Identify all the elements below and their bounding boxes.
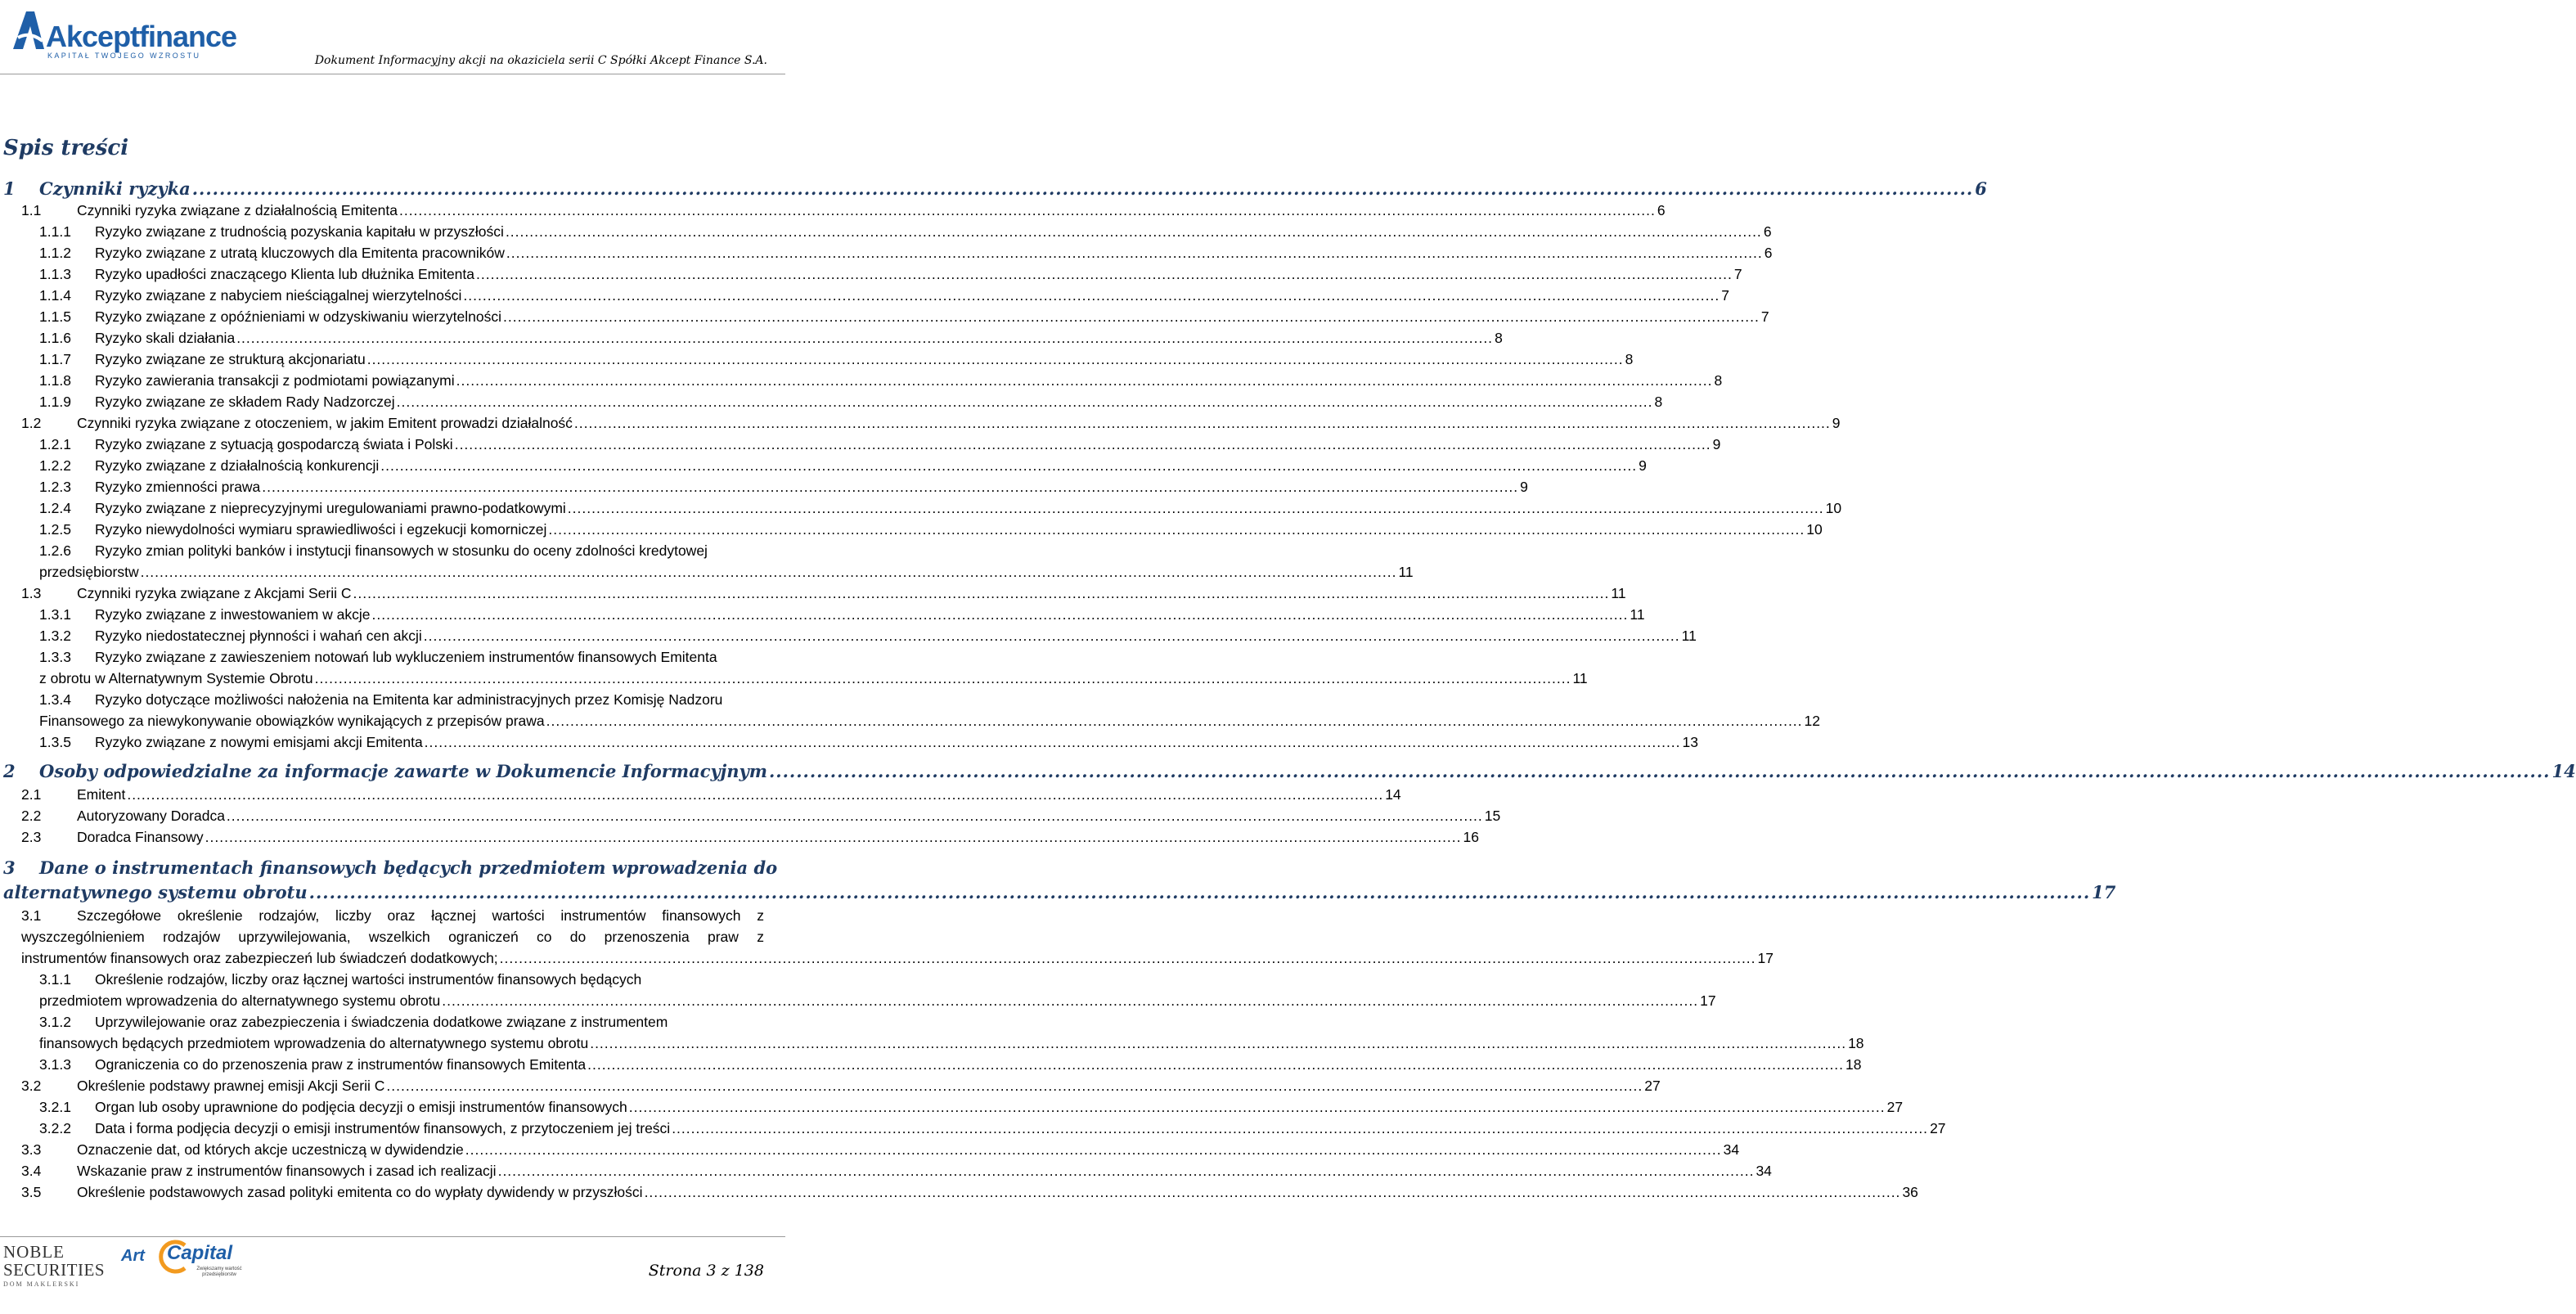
toc-entry-title: Osoby odpowiedzialne za informacje zawarte w Dokumencie Informacyjnym (39, 761, 767, 781)
akcept-finance-logo (10, 5, 239, 62)
toc-leader-dots (456, 370, 1713, 391)
art-capital-logo (121, 1239, 244, 1304)
logo-tagline: KAPITAŁ TWOJEGO WZROSTU (47, 52, 201, 60)
toc-row[interactable] (39, 604, 1645, 625)
toc-entry-title: Finansowego za niewykonywanie obowiązków wynikających z przepisów prawa (39, 713, 545, 729)
toc-entry-title: Ryzyko niewydolności wymiaru sprawiedliwości i egzekucji komorniczej (95, 521, 547, 538)
toc-page-number: 8 (1714, 372, 1723, 389)
toc-page-number: 9 (1832, 415, 1841, 431)
toc-page-number: 9 (1639, 457, 1647, 474)
toc-entry-number: 1.3.1 (39, 606, 71, 623)
toc-entry-title: Czynniki ryzyka związane z otoczeniem, w jakim Emitent prowadzi działalność (77, 415, 573, 431)
toc-leader-dots (227, 805, 1483, 826)
toc-leader-dots (455, 434, 1711, 455)
toc-row[interactable] (21, 947, 1774, 969)
toc-entry-title: z obrotu w Alternatywnym Systemie Obrotu (39, 670, 313, 686)
toc-entry-number: 3.5 (21, 1184, 42, 1200)
toc-entry-title: Ryzyko związane z działalnością konkurencji (95, 457, 380, 474)
toc-entry-number: 1.1.1 (39, 223, 71, 240)
toc-page-number: 9 (1520, 479, 1528, 495)
toc-entry-title: Czynniki ryzyka (39, 178, 191, 199)
toc-page-number: 8 (1495, 330, 1503, 346)
toc-leader-dots (645, 1181, 1901, 1203)
toc-page-number: 7 (1721, 287, 1729, 304)
toc-row[interactable] (39, 625, 1697, 646)
toc-row[interactable] (39, 391, 1663, 412)
toc-entry-title: Ryzyko związane z utratą kluczowych dla Emitenta pracowników (95, 245, 505, 261)
toc-row[interactable] (39, 455, 1647, 476)
toc-entry-number: 1.1.3 (39, 266, 71, 282)
toc-entry-number: 3.4 (21, 1163, 42, 1179)
toc-row[interactable] (21, 583, 1626, 604)
toc-row[interactable] (39, 710, 1821, 731)
toc-entry-number: 1.2.1 (39, 436, 71, 452)
toc-leader-dots (506, 221, 1762, 242)
toc-entry-number: 1.1.2 (39, 245, 71, 261)
toc-entry-number: 3 (3, 857, 16, 878)
toc-row[interactable] (21, 826, 1479, 848)
toc-row[interactable] (39, 668, 1588, 689)
toc-leader-dots (262, 476, 1518, 497)
toc-page-number: 7 (1760, 308, 1769, 325)
toc-entry-title: Emitent (77, 786, 126, 803)
toc-page-number: 17 (2092, 882, 2116, 902)
toc-row[interactable] (39, 370, 1723, 391)
toc-entry-title: Czynniki ryzyka związane z działalnością Emitenta (77, 202, 398, 218)
toc-page-number: 11 (1630, 606, 1645, 623)
noble-line1: NOBLE (3, 1242, 65, 1262)
toc-entry-title[interactable]: Uprzywilejowanie oraz zabezpieczenia i świadczenia dodatkowe związane z instrumentem (95, 1014, 668, 1030)
toc-entry-title: Organ lub osoby uprawnione do podjęcia decyzji o emisji instrumentów finansowych (95, 1099, 627, 1115)
toc-page-number: 8 (1625, 351, 1634, 367)
toc-leader-dots (498, 1160, 1755, 1181)
toc-entry-title: Ryzyko niedostatecznej płynności i wahań cen akcji (95, 628, 422, 644)
toc-entry-title: Ryzyko zawierania transakcji z podmiotami powiązanymi (95, 372, 455, 389)
toc-entry-number: 1.3.2 (39, 628, 71, 644)
toc-row[interactable] (21, 1181, 1918, 1203)
toc-page-number: 27 (1930, 1120, 1946, 1136)
toc-entry-title: Ryzyko zmienności prawa (95, 479, 261, 495)
toc-entry-title: Określenie podstawy prawnej emisji Akcji Serii C (77, 1078, 385, 1094)
toc-leader-dots (506, 242, 1763, 263)
toc-row[interactable] (21, 1139, 1740, 1160)
toc-page-number: 17 (1757, 950, 1774, 966)
toc-page-number: 10 (1825, 500, 1842, 516)
toc-row[interactable] (39, 731, 1699, 753)
toc-leader-dots (367, 349, 1624, 370)
toc-entry-title: Autoryzowany Doradca (77, 808, 225, 824)
toc-entry-number: 2.1 (21, 786, 42, 803)
toc-row[interactable] (39, 1054, 1862, 1075)
toc-entry-title[interactable]: Ryzyko dotyczące możliwości nałożenia na Emitenta kar administracyjnych przez Komisję Nadzoru (95, 691, 723, 708)
toc-page-number: 9 (1712, 436, 1721, 452)
toc-row[interactable] (21, 805, 1501, 826)
toc-entry-number: 3.1 (21, 907, 42, 924)
toc-page-number: 14 (1385, 786, 1401, 803)
toc-entry-title: Ryzyko związane z nowymi emisjami akcji Emitenta (95, 734, 423, 750)
toc-entry-number: 1.2.3 (39, 479, 71, 495)
toc-row[interactable] (39, 561, 1414, 583)
toc-leader-dots (386, 1075, 1643, 1096)
toc-row[interactable] (39, 242, 1773, 263)
page-number: Strona 3 z 138 (648, 1262, 764, 1280)
art-text: Art (121, 1247, 145, 1265)
toc-entry-number: 1.1.5 (39, 308, 71, 325)
toc-entry-number: 1.1.4 (39, 287, 71, 304)
toc-page-number: 18 (1848, 1035, 1864, 1051)
toc-page-number: 10 (1806, 521, 1823, 538)
toc-entry-number: 3.1.1 (39, 971, 71, 988)
toc-page-number: 34 (1723, 1141, 1740, 1158)
toc-entry-title: Ryzyko związane z trudnością pozyskania kapitału w przyszłości (95, 223, 504, 240)
toc-entry-number: 1.2 (21, 415, 42, 431)
toc-page-number: 12 (1804, 713, 1821, 729)
toc-entry-title[interactable] (21, 926, 764, 947)
toc-page-number: 6 (1975, 178, 1987, 199)
toc-row[interactable] (21, 784, 1401, 805)
toc-page-number: 15 (1484, 808, 1501, 824)
toc-entry-number: 1.3.4 (39, 691, 71, 708)
toc-entry-title-text: wyszczególnieniem rodzajów uprzywilejowania, wszelkich ograniczeń co do przenoszenia praw z (21, 929, 764, 945)
toc-page-number: 13 (1682, 734, 1699, 750)
toc-leader-dots (372, 604, 1629, 625)
noble-securities-logo (3, 1242, 110, 1307)
toc-row[interactable] (39, 263, 1742, 285)
toc-row[interactable] (39, 990, 1716, 1011)
toc-entry-title[interactable]: Określenie rodzajów, liczby oraz łącznej wartości instrumentów finansowych będących (95, 971, 642, 988)
toc-entry-number: 1.1.8 (39, 372, 71, 389)
toc-entry-number: 3.2.1 (39, 1099, 71, 1115)
toc-title: Spis treści (3, 136, 129, 160)
toc-row[interactable] (21, 200, 1666, 221)
toc-leader-dots (309, 880, 2091, 905)
toc-page-number: 11 (1681, 628, 1697, 644)
toc-entry-title[interactable]: Ryzyko zmian polityki banków i instytucji finansowych w stosunku do oceny zdolności kredytowej (95, 542, 708, 559)
toc-leader-dots (500, 947, 1756, 969)
toc-page-number: 11 (1611, 585, 1626, 601)
toc-entry-title: alternatywnego systemu obrotu (3, 882, 308, 902)
capital-tagline: Zwiększamy wartość przedsiębiorstw (196, 1267, 242, 1277)
toc-leader-dots (503, 306, 1760, 327)
toc-entry-title: Ograniczenia co do przenoszenia praw z instrumentów finansowych Emitenta (95, 1056, 587, 1073)
toc-entry-number: 2.2 (21, 808, 42, 824)
toc-leader-dots (568, 497, 1824, 519)
toc-entry-title: Określenie podstawowych zasad polityki emitenta co do wypłaty dywidendy w przyszłości (77, 1184, 643, 1200)
toc-leader-dots (236, 327, 1493, 349)
toc-entry-number: 1.1.6 (39, 330, 71, 346)
toc-entry-title: instrumentów finansowych oraz zabezpieczeń lub świadczeń dodatkowych; (21, 950, 498, 966)
toc-entry-number: 3.1.3 (39, 1056, 71, 1073)
logo-wordmark: Akceptfinance (46, 20, 237, 53)
logo-a-icon (10, 8, 46, 54)
toc-entry-number: 3.3 (21, 1141, 42, 1158)
toc-page-number: 27 (1886, 1099, 1904, 1115)
toc-entry-title: Ryzyko związane z nieprecyzyjnymi uregulowaniami prawno-podatkowymi (95, 500, 566, 516)
toc-row[interactable] (39, 1118, 1946, 1139)
toc-row[interactable] (39, 1033, 1864, 1054)
toc-row[interactable] (39, 349, 1634, 370)
toc-page-number: 8 (1654, 394, 1663, 410)
toc-entry-title: Ryzyko związane z sytuacją gospodarczą świata i Polski (95, 436, 453, 452)
toc-row[interactable] (39, 497, 1842, 519)
toc-entry-number: 2 (3, 761, 16, 781)
toc-entry-title: Ryzyko związane ze strukturą akcjonariatu (95, 351, 366, 367)
toc-entry-number: 2.3 (21, 829, 42, 845)
toc-page-number: 18 (1845, 1056, 1862, 1073)
toc-leader-dots (769, 759, 2551, 784)
page-header (0, 0, 785, 75)
toc-leader-dots (442, 990, 1698, 1011)
toc-leader-dots (315, 668, 1571, 689)
toc-leader-dots (629, 1096, 1886, 1118)
toc-entry-title: Ryzyko skali działania (95, 330, 236, 346)
toc-entry-title: przedmiotem wprowadzenia do alternatywnego systemu obrotu (39, 992, 441, 1009)
toc-leader-dots (399, 200, 1656, 221)
toc-entry-number: 1.1 (21, 202, 42, 218)
toc-page-number: 27 (1644, 1078, 1661, 1094)
toc-leader-dots (587, 1054, 1844, 1075)
toc-leader-dots (380, 455, 1637, 476)
toc-leader-dots (353, 583, 1610, 604)
toc-leader-dots (424, 625, 1680, 646)
toc-page-number: 11 (1572, 670, 1588, 686)
toc-entry-title: Oznaczenie dat, od których akcje uczestniczą w dywidendzie (77, 1141, 464, 1158)
noble-line3: DOM MAKLERSKI (3, 1280, 80, 1288)
toc-entry-number: 1 (3, 178, 16, 199)
toc-leader-dots (127, 784, 1383, 805)
toc-entry-number: 1.1.9 (39, 394, 71, 410)
noble-line2: SECURITIES (3, 1260, 106, 1280)
toc-row[interactable] (39, 519, 1823, 540)
toc-entry-number: 1.1.7 (39, 351, 71, 367)
document-title: Dokument Informacyjny akcji na okaziciela serii C Spółki Akcept Finance S.A. (314, 54, 767, 67)
footer-divider (0, 1236, 785, 1237)
toc-entry-number: 1.3.3 (39, 649, 71, 665)
toc-entry-number: 1.3 (21, 585, 42, 601)
toc-leader-dots (548, 519, 1805, 540)
toc-entry-title: Data i forma podjęcia decyzji o emisji instrumentów finansowych, z przytoczeniem jej treści (95, 1120, 671, 1136)
toc-entry-number: 1.2.2 (39, 457, 71, 474)
toc-heading-row[interactable] (3, 880, 2116, 905)
toc-entry-title: Ryzyko związane ze składem Rady Nadzorczej (95, 394, 395, 410)
toc-entry-title[interactable]: Dane o instrumentach finansowych będących przedmiotem wprowadzenia do (39, 857, 778, 878)
toc-leader-dots (425, 731, 1681, 753)
toc-leader-dots (192, 177, 1974, 201)
toc-page-number: 16 (1463, 829, 1479, 845)
toc-leader-dots (476, 263, 1733, 285)
toc-page-number: 11 (1398, 564, 1414, 580)
toc-leader-dots (397, 391, 1653, 412)
capital-text: Capital (167, 1242, 233, 1264)
toc-leader-dots (672, 1118, 1928, 1139)
toc-entry-number: 1.2.6 (39, 542, 71, 559)
toc-entry-title: Czynniki ryzyka związane z Akcjami Serii C (77, 585, 352, 601)
toc-leader-dots (141, 561, 1397, 583)
toc-entry-number: 1.2.5 (39, 521, 71, 538)
toc-entry-title: przedsiębiorstw (39, 564, 139, 580)
toc-page-number: 6 (1764, 245, 1773, 261)
toc-row[interactable] (39, 306, 1769, 327)
toc-heading-row[interactable] (3, 759, 2576, 784)
toc-row[interactable] (21, 1075, 1661, 1096)
toc-entry-title: finansowych będących przedmiotem wprowadzenia do alternatywnego systemu obrotu (39, 1035, 589, 1051)
toc-leader-dots (546, 710, 1803, 731)
toc-entry-title: Ryzyko upadłości znaczącego Klienta lub dłużnika Emitenta (95, 266, 475, 282)
toc-row[interactable] (39, 434, 1721, 455)
toc-row[interactable] (39, 285, 1729, 306)
toc-row[interactable] (39, 1096, 1904, 1118)
toc-page-number: 36 (1902, 1184, 1918, 1200)
toc-entry-title: Ryzyko związane z inwestowaniem w akcje (95, 606, 371, 623)
toc-page-number: 34 (1756, 1163, 1772, 1179)
toc-entry-title: Ryzyko związane z nabyciem nieściągalnej wierzytelności (95, 287, 462, 304)
toc-entry-title-text: Szczegółowe określenie rodzajów, liczby oraz łącznej wartości instrumentów finansowych z (77, 907, 764, 924)
toc-entry-number: 3.2 (21, 1078, 42, 1094)
toc-entry-title[interactable] (77, 905, 764, 926)
toc-row[interactable] (39, 221, 1772, 242)
toc-entry-number: 1.2.4 (39, 500, 71, 516)
toc-page-number: 17 (1700, 992, 1716, 1009)
toc-page-number: 14 (2551, 761, 2576, 781)
toc-leader-dots (465, 1139, 1722, 1160)
toc-entry-title: Ryzyko związane z opóźnieniami w odzyskiwaniu wierzytelności (95, 308, 502, 325)
toc-entry-title: Doradca Finansowy (77, 829, 204, 845)
toc-row[interactable] (39, 476, 1528, 497)
toc-entry-number: 3.2.2 (39, 1120, 71, 1136)
toc-entry-title[interactable]: Ryzyko związane z zawieszeniem notowań lub wykluczeniem instrumentów finansowych Emitenta (95, 649, 717, 665)
toc-entry-number: 1.3.5 (39, 734, 71, 750)
toc-page-number: 6 (1657, 202, 1666, 218)
toc-row[interactable] (39, 327, 1503, 349)
toc-entry-number: 3.1.2 (39, 1014, 71, 1030)
toc-page-number: 6 (1763, 223, 1772, 240)
toc-leader-dots (574, 412, 1831, 434)
toc-entry-title: Wskazanie praw z instrumentów finansowych i zasad ich realizacji (77, 1163, 497, 1179)
toc-heading-row[interactable] (3, 177, 1987, 201)
toc-leader-dots (463, 285, 1720, 306)
toc-page-number: 7 (1733, 266, 1742, 282)
toc-leader-dots (205, 826, 1462, 848)
toc-row[interactable] (21, 1160, 1772, 1181)
toc-row[interactable] (21, 412, 1841, 434)
toc-leader-dots (590, 1033, 1846, 1054)
